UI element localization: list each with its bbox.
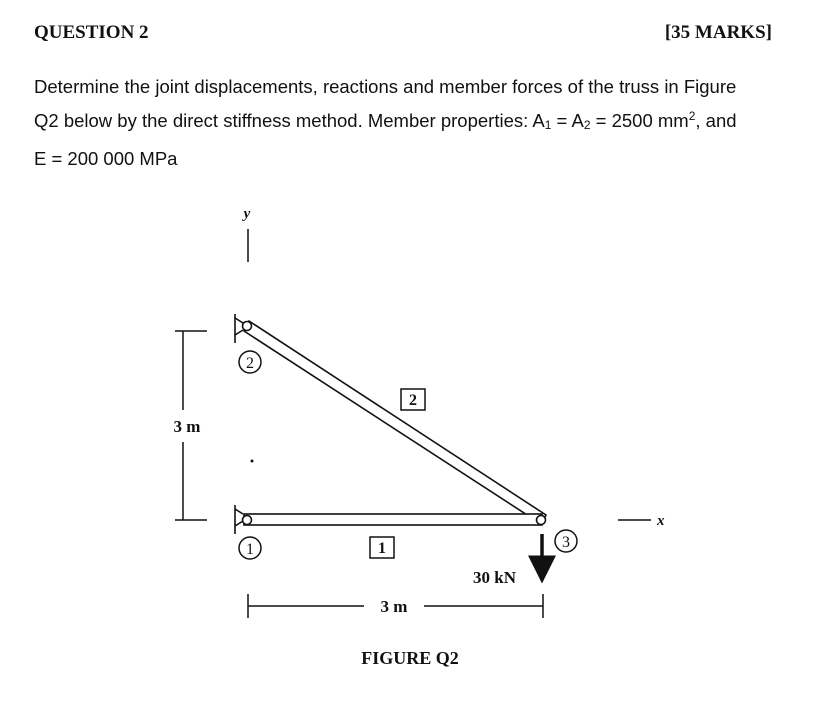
x-axis-label: x [657,513,665,529]
figure-caption: FIGURE Q2 [361,648,459,668]
question-title: QUESTION 2 [34,22,149,43]
load-label: 30 kN [473,568,516,587]
joint-3-pin [537,516,546,525]
member-2-label: 2 [409,392,417,409]
text-line-2: Q2 below by the direct stiffness method. Member properties: $A_1 = A_2 = 2500$ $mm^2$, and [34,109,737,132]
joint-1-pin [243,516,252,525]
question-marks: [35 MARKS] [664,22,772,43]
text-line-1: Determine the joint displacements, reactions and member forces of the truss in Figure [34,76,737,97]
member-1-label: 1 [378,540,386,557]
joint-2-pin [243,322,252,331]
member-2-bar [244,321,546,524]
width-dimension-label: 3 m [380,597,408,616]
y-axis-label: y [243,206,251,222]
text-line-3: E = 200 000 MPa [34,148,178,169]
height-dimension-label: 3 m [173,417,201,436]
node-1-label: 1 [246,541,254,558]
node-2-label: 2 [246,355,254,372]
node-3-label: 3 [562,534,570,551]
stray-dot [251,460,254,463]
member-1-bar [244,514,542,525]
support-joint-2 [235,314,243,343]
